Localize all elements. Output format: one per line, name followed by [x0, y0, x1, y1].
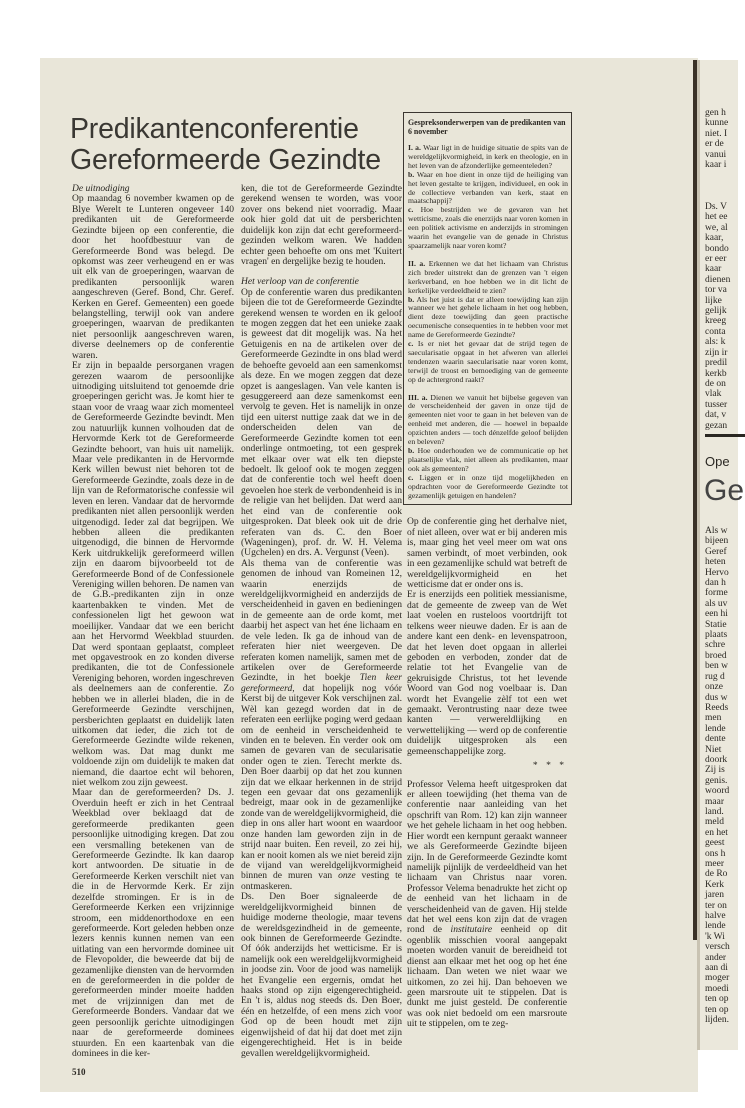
facing-line: plaats [705, 630, 728, 641]
facing-line: geest [705, 838, 725, 849]
facing-line: dente [705, 734, 726, 745]
facing-line: kaar [705, 264, 722, 275]
facing-line: niet. I [705, 128, 728, 139]
facing-line: schre [705, 640, 726, 651]
facing-line: conta [705, 326, 726, 337]
article-column-2-wrap [241, 184, 402, 1059]
facing-text-block-1 [705, 108, 728, 170]
facing-kicker: Ope [705, 454, 730, 469]
facing-line: de on [705, 378, 726, 389]
facing-line: bijeen [705, 536, 729, 547]
facing-line: kaar, [705, 233, 724, 244]
page-spine [693, 60, 697, 940]
facing-line: en het [705, 827, 728, 838]
topic-group [408, 144, 568, 251]
facing-line: tor va [705, 285, 727, 296]
topic-label: b. [408, 169, 415, 179]
paragraph [407, 780, 567, 1030]
facing-line: gelijk [705, 306, 727, 317]
text-run: Professor Velema heeft uitgesproken dat er alleen toewijding (het thema van de conferentie naar aanleiding van het opschrift van Rom. 12) kan zijn wanneer we het gehele lichaam in het oog hebben. Hier wordt een kernpunt geraakt wanneer we als Gereformeerde Gezindte bijeen zijn. In de Gereformeerde Gezindte komt namelijk pijnlijk de verdeeldheid van het lichaam van Christus naar voren. Professor Velema benadrukte het zicht op de eenheid van het lichaam in de verscheidenheid van de gaven. Hij stelde dat het wel eens kon zijn dat de vragen rond de [407, 778, 567, 936]
topic-label: c. [408, 205, 414, 215]
topic-label: III. a. [408, 392, 428, 402]
facing-line: versch [705, 942, 730, 953]
facing-line: vlak [705, 389, 722, 400]
facing-line: kunne [705, 118, 729, 129]
section-heading: De uitnodiging [72, 183, 130, 194]
topic-text: Erkennen we dat het lichaam van Christus zich breder uitstrekt dan de grenzen van 't eigen kerkverband, en hoe hebben we in dit licht de kerkelijke verdeeldheid te zien? [408, 258, 569, 295]
facing-line: gen h [705, 108, 726, 118]
topic-question [408, 206, 568, 251]
facing-line: heten [705, 557, 726, 568]
facing-line: lende [705, 723, 726, 734]
facing-text-block-2 [705, 202, 730, 431]
facing-line: meld [705, 817, 724, 828]
facing-line: woord [705, 786, 730, 797]
topic-question [408, 144, 568, 171]
facing-line: Statie [705, 619, 727, 630]
facing-line: jaren [705, 890, 724, 901]
facing-line: dan h [705, 578, 726, 589]
topic-question [408, 171, 568, 207]
facing-line: lijden. [705, 1015, 730, 1026]
italic-text: Tien keer gereformeerd [241, 672, 403, 694]
text-run: Ds. Den Boer signaleerde de wereldgelijkvormigheid binnen de huidige moderne theologie, maar tevens de wereldsgezindheid in de gemeente, ook binnen de Gereformeerde Gezindte. Of óók anderzijds het wetticisme. Er is namelijk ook een wereldgelijkvormigheid in joodse zin. Voor de jood was namelijk het Evangelie een ergernis, omdat het haaks stond op zijn eigengerechtigheid. En 't is, aldus nog steeds ds. Den Boer, één en hetzelfde, of een mens zich voor God op de been houdt met zijn eigenwijsheid of dat hij dat doet met zijn eigengerechtigheid. Het is in beide gevallen wereldgelijkvormigheid. [241, 891, 402, 1059]
facing-line: Ds. V [705, 202, 727, 212]
facing-line: Niet [705, 744, 722, 755]
text-run: eenheid op dit ogenblik misschien vooral aangepakt moeten worden vanuit de bereidheid tot dienst aan elkaar met het oog op het éne lichaam. Dan weten we niet waar we uitkomen, zo zei hij. Dan behoeven we geen marsroute uit te stippelen. Dat is dunkt me juist gesteld. De conferentie was ook niet bedoeld om een marsroute uit te stippelen, om te zeg- [407, 924, 567, 1030]
paragraph [72, 788, 234, 1059]
box-title: Gespreksonderwerpen van de predikanten van 6 november [408, 118, 566, 136]
facing-line: ter on [705, 900, 727, 911]
facing-line: ander [705, 952, 727, 963]
text-run: Er is enerzijds een politiek messianisme, dat de gemeente de zweep van de Wet laat voelen en rusteloos voortdrijft tot telkens weer nieuwe daden. Er is aan de andere kant een denk- en levenspatroon, dat het leven doet opgaan in allerlei geboden en verboden, zonder dat de relatie tot het Evangelie van de gekruisigde Christus, tot het levende Woord van God nog voelbaar is. Dan wordt het Evangelie zèlf tot een wet gemaakt. Verontrusting naar deze twee kanten — verwereldlijking en verwettelijking — werd op de conferentie duidelijk uitgesproken als een gemeenschappelijke zorg. [407, 589, 567, 757]
facing-page [700, 60, 745, 1050]
article-column-1-wrap [72, 184, 234, 1078]
facing-line: genis. [705, 775, 728, 786]
topic-label: c. [408, 472, 414, 482]
text-run: vesting te ontmaskeren. [241, 870, 402, 892]
facing-line: de Ro [705, 869, 728, 880]
text-run: Maar dan de gereformeerden? Ds. J. Overduin heeft er zich in het Centraal Weekblad over beklaagd dat de gereformeerde predikanten geen persoonlijke uitnodiging kregen. Dat zou een versmalling betekenen van de Gereformeerde Gezindte. Ik kan daarop kort antwoorden. De situatie in de Gereformeerde Kerken verschilt niet van die in de Hervormde Kerk. Er zijn dezelfde stromingen. Er is in de Gereformeerde Kerken een vrijzinnige stroom, een middenorthodoxe en een gereformeerde. Kort geleden hebben onze lezers kennis kunnen nemen van een uitlating van een hervormde dominee uit de Flevopolder, die beweerde dat bij de gezamenlijke diensten van de hervormden en de gereformeerden in die polder de gereformeerden minder moeite hadden met de vrijzinnigen dan met de Gereformeerde Bonders. Vandaar dat we geen persoonlijk gerichte uitnodigingen naar de gereformeerde dominees stuurden. En een kaartenbak van die dominees in die ker- [72, 787, 234, 1060]
facing-line: een hi [705, 609, 728, 620]
topic-question [408, 474, 568, 501]
topic-label: I. a. [408, 143, 421, 152]
topic-text: Dienen we vanuit het bijbelse gegeven van de verscheidenheid der gaven in onze tijd de gemeenten niet voor te gaan in het beleven van de eenheid met anderen, die — hoewel in bepaalde opzichten anders — toch dénzelfde geloof belijden en beleven? [408, 392, 568, 447]
facing-line: rug d [705, 671, 725, 682]
topic-text: Hoe bestrijden we de gevaren van het wetticisme, zoals die enerzijds naar voren komen in een politiek activisme en anderzijds in stromingen waarin het evangelie van de genade in Christus spaarzamelijk naar voren komt? [408, 205, 568, 250]
text-run: Op maandag 6 november kwamen op de Blye Werelt te Lunteren ongeveer 140 predikanten uit de Gereformeerde Gezindte bijeen op een conferentie, die door het hoofdbestuur van de Gereformeerde Bond was belegd. De opkomst was zeer verheugend en er was uit elk van de groeperingen, waarvan de predikanten persoonlijk waren aangeschreven (Geref. Bond, Chr. Geref. Kerken en Geref. Gemeenten) een goede belangstelling, terwijl ook van andere groeperingen, waarvan de predikanten niet persoonlijk aangeschreven waren, diverse deelnemers op de conferentie waren. [72, 193, 234, 361]
facing-line: predil [705, 358, 728, 369]
facing-line: Hervo [705, 567, 729, 578]
facing-line: land. [705, 806, 724, 817]
facing-line: lende [705, 921, 726, 932]
paragraph [241, 184, 402, 267]
topic-text: Als het juist is dat er alleen toewijding kan zijn wanneer we het gehele lichaam in het oog hebben, dient deze toewijding dan geen practische oecumenische consequenties in te hebben voor met name de Gereformeerde Gezindte? [408, 294, 568, 340]
text-run: Op de conferentie ging het derhalve niet, of niet alleen, over wat er bij anderen mis is, maar ging het veel meer om wat ons samen verbindt, of moet verbinden, ook in een gezamenlijke schuld wat betreft de wereldgelijkvormigheid en het wetticisme dat er onder ons is. [407, 516, 567, 590]
facing-line: broed [705, 650, 727, 661]
facing-line: ten op [705, 1004, 729, 1015]
topic-label: c. [408, 339, 414, 349]
facing-line: bondo [705, 243, 729, 254]
facing-line: ons h [705, 848, 726, 859]
text-run: Op de conferentie waren dus predikanten bijeen die tot de Gereformeerde Gezindte gerekend wensen te worden en ik geloof te mogen zeggen dat het een unieke zaak is geweest dat dit mogelijk was. Na het Getuigenis en na de artikelen over de Gereformeerde Gezindte in ons blad werd de behoefte gevoeld aan een samenkomst als deze. En we mogen zeggen dat deze opzet is aangeslagen. Van vele kanten is gesuggereerd aan deze samenkomst een vervolg te geven. Het is namelijk in onze tijd een uiterst nuttige zaak dat we in de onderscheiden delen van de Gereformeerde Gezindte komen tot een onderlinge ontmoeting, tot een gesprek met elkaar over wat elk ten diepste bedoelt. Ik geloof ook te mogen zeggen dat de conferentie toch wel heeft doen gevoelen hoe sterk de verbondenheid is in de religie van het belijden. Dat werd aan het eind van de conferentie ook uitgesproken. Dat bleek ook uit de drie referaten van ds. C. den Boer (Wageningen), prof. dr. W. H. Velema (Ugchelen) en drs. A. Vergunst (Veen). [241, 286, 402, 559]
paragraph [241, 559, 402, 893]
facing-line: dienen [705, 274, 731, 285]
page-number: 510 [72, 1067, 86, 1078]
facing-line: Geref [705, 546, 727, 557]
paragraph [407, 590, 567, 757]
paragraph [72, 361, 234, 788]
facing-line: tusser [705, 399, 728, 410]
facing-line: maar [705, 796, 724, 807]
facing-line: lijke [705, 295, 722, 306]
article-column-1 [72, 184, 234, 1059]
text-run: , dat hopelijk nog vóór Kerst bij de uitgever Kok verschijnen zal. Wèl kan gezegd worden dat in de referaten een eerlijke poging werd gedaan om de eenheid in verscheidenheid te vinden en te beleven. En verder ook om samen de gevaren van de secularisatie onder ogen te zien. Terecht merkte ds. Den Boer daarbij op dat het zou kunnen zijn dat we elkaar herkennen in de strijd tegen een gevaar dat ons gezamenlijk bedreigt, maar ook in de gezamenlijke zonde van de wereldgelijkvormigheid, die diep in ons aller hart woont en waardoor onze handen lam geworden zijn in de strijd naar buiten. Een reveil, zo zei hij, kan er nooit komen als we niet bereid zijn de vijand van wereldgelijkvormigheid binnen de muren van [241, 682, 402, 882]
topic-question [408, 260, 568, 296]
facing-line: ten op [705, 994, 729, 1005]
facing-line: moedi [705, 983, 729, 994]
facing-line: gezan [705, 420, 728, 431]
facing-line: er de [705, 139, 724, 150]
article-column-2 [241, 184, 402, 1059]
topic-question [408, 340, 568, 385]
topic-text: Waar en hoe dient in onze tijd de heiliging van het leven gestalte te krijgen, individueel, en ook in de collectieve verbanden van kerk, staat en maatschappij? [408, 169, 568, 206]
topic-text: Is er niet het gevaar dat de strijd tegen de saecularisatie opgaat in het afweren van allerlei tendenzen waarin saecularisatie naar voren komt, terwijl de troost en bemoediging van de gemeente op de achtergrond raakt? [408, 339, 569, 384]
topic-text: Hoe onderhouden we de communicatie op het plaatselijke vlak, niet alleen als predikanten, maar ook als gemeenten? [408, 446, 568, 473]
article-column-3-wrap [403, 112, 570, 1030]
facing-title: Ge [704, 474, 745, 507]
topic-label: b. [408, 294, 415, 304]
italic-text: onze [338, 870, 356, 882]
article-column-3 [407, 517, 567, 1029]
topic-question [408, 296, 568, 341]
facing-line: 'k Wi [705, 931, 725, 942]
paragraph [72, 194, 234, 361]
facing-line: dat, v [705, 410, 727, 421]
facing-line: halve [705, 911, 726, 922]
topic-question [408, 447, 568, 474]
facing-line: Kerk [705, 879, 724, 890]
section-heading: Het verloop van de conferentie [241, 276, 359, 288]
text-run: ken, die tot de Gereformeerde Gezindte gerekend wensen te worden, was voor zover ons bekend niet voorradig. Maar ook hier gold dat uit de persberichten duidelijk kon zijn dat echt gereformeerd-gezinden welkom waren. We hadden echter geen behoefte om ons met 'Kuitert vragen' en dergelijke bezig te houden. [241, 183, 402, 267]
section-divider: * * * [532, 760, 567, 772]
title-line-1: Predikantenconferentie [70, 113, 359, 145]
facing-line: het ee [705, 212, 728, 223]
title-line-2: Gereformeerde Gezindte [70, 144, 381, 176]
facing-line: Als w [705, 526, 728, 536]
facing-line: dus w [705, 692, 728, 703]
paragraph [407, 517, 567, 590]
topic-group [408, 260, 568, 385]
facing-line: doork [705, 754, 728, 765]
topic-label: II. a. [408, 258, 426, 268]
topic-text: Waar ligt in de huidige situatie de spits van de wereldgelijkvormigheid, in kerk en theologie, en in het leven van de afzonderlijke gemeenteleden? [408, 143, 568, 170]
facing-line: kaar i [705, 160, 727, 171]
topic-question [408, 394, 568, 447]
text-run: Als thema van de conferentie was genomen de inhoud van Romeinen 12, waarin enerzijds de wereldgelijkvormigheid en anderzijds de verscheidenheid in gaven en bedieningen in de gemeente aan de orde komt, met daarbij het aspect van het éne lichaam en de vele leden. Ik ga de inhoud van de referaten hier niet weergeven. De referaten komen namelijk, samen met de artikelen over de Gereformeerde Gezindte, in het boekje [241, 557, 402, 684]
facing-text-block-3 [705, 526, 730, 1026]
facing-line: men [705, 713, 722, 724]
facing-line: kerkb [705, 368, 727, 379]
facing-rule [705, 434, 745, 437]
facing-line: vanui [705, 149, 727, 160]
topic-label: b. [408, 446, 415, 455]
facing-line: ben w [705, 661, 728, 672]
facing-line: zijn ir [705, 347, 728, 358]
facing-line: als: k [705, 337, 726, 348]
italic-text: institutaire [450, 924, 493, 936]
facing-line: forme [705, 588, 728, 599]
topic-group [408, 394, 568, 501]
facing-line: kreeg [705, 316, 727, 327]
discussion-topics-box [403, 112, 572, 505]
facing-line: als uv [705, 598, 728, 609]
facing-line: moger [705, 973, 730, 984]
topic-text: Liggen er in onze tijd mogelijkheden en opdrachten voor de Gereformeerde Gezindte tot gezamenlijk getuigen en handelen? [408, 472, 569, 500]
facing-line: Reeds [705, 702, 729, 713]
facing-line: Zij is [705, 765, 725, 776]
paragraph [241, 892, 402, 1059]
facing-line: onze [705, 682, 723, 693]
facing-line: er eer [705, 254, 727, 265]
facing-line: meer [705, 859, 724, 869]
facing-line: we, al [705, 222, 728, 233]
article-title [70, 114, 381, 176]
text-run: Er zijn in bepaalde persorganen vragen gerezen waarom de persoonlijke uitnodiging uitsluitend tot genoemde drie groeperingen gericht was. Je komt hier te staan voor de vraag waar zich momenteel de Gereformeerde Gezindte bevindt. Men zou natuurlijk kunnen volhouden dat de Hervormde Kerk tot de Gereformeerde Gezindte behoort, van huis uit namelijk. Maar vele predikanten in de Hervormde Kerk willen bewust niet behoren tot de Gereformeerde Gezindte, zoals deze in de lijn van de Reformatorische confessie wil leven en leren. Vandaar dat de hervormde predikanten niet allen persoonlijk werden uitgenodigd. Ieder zal dat begrijpen. We hebben alleen die predikanten uitgenodigd, die binnen de Hervormde Kerk uitdrukkelijk gereformeerd willen zijn en daarom bijvoorbeeld tot de Gereformeerde Bond of de Confessionele Vereniging willen behoren. De namen van de G.B.-predikanten zijn in onze kaartenbakken te vinden. Met de confessionelen ligt het gewoon wat moeilijker. Vandaar dat we een bericht aan het Hervormd Weekblad stuurden. Dat werd spontaan geplaatst, compleet met opgavestrook en zo konden diverse predikanten, die tot de Confessionele Vereniging behoren, worden ingeschreven als deelnemers aan de conferentie. Zo hebben we in allerlei bladen, die in de Gereformeerde Gezindte verschijnen, persberichten geplaatst en duidelijk laten uitkomen dat ieder, die zich tot de Gereformeerde Gezindte wilde rekenen, welkom was. Dat mag dunkt me voldoende zijn om duidelijk te maken dat niemand, die daartoe echt wil behoren, niet welkom zou zijn geweest. [72, 360, 234, 789]
facing-line: aan di [705, 963, 728, 974]
paragraph [241, 288, 402, 559]
